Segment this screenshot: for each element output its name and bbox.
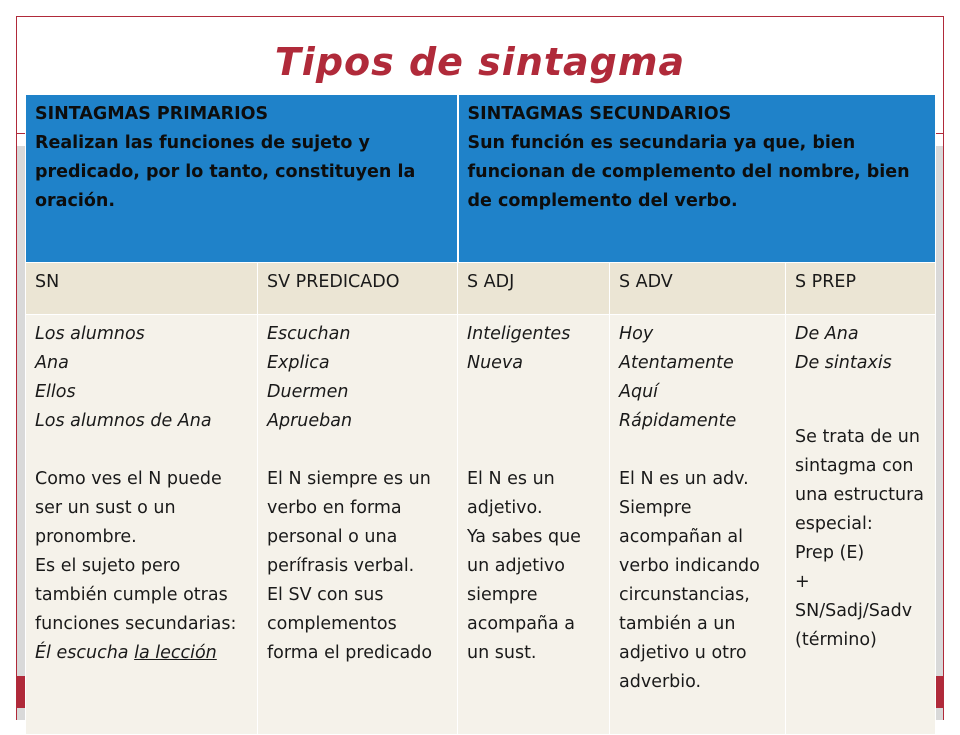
example-item: Ellos: [35, 382, 76, 402]
example-item: Hoy: [619, 324, 654, 344]
column-header: SV PREDICADO: [258, 263, 458, 315]
example-item: Aprueban: [267, 411, 353, 431]
example-item: De Ana: [795, 324, 859, 344]
page-title: Tipos de sintagma: [274, 40, 686, 84]
sadj-notes: El N es un adjetivo. Ya sabes que un adjetivo siempre acompaña a un sust.: [467, 469, 581, 663]
secondary-cell: [458, 95, 936, 263]
header-row: [26, 95, 936, 263]
example-item: Nueva: [467, 353, 524, 373]
example-item: Explica: [267, 353, 330, 373]
sprep-notes: Se trata de un sintagma con una estructura especial: Prep (E) + SN/Sadj/Sadv (término): [795, 427, 924, 650]
example-item: Rápidamente: [619, 411, 737, 431]
primary-cell: [26, 95, 458, 263]
column-header: SN: [26, 263, 258, 315]
sintagma-table: [25, 94, 936, 735]
column-header: S ADV: [610, 263, 786, 315]
secondary-heading: SINTAGMAS SECUNDARIOS: [467, 104, 732, 124]
secondary-text: Sun función es secundaria ya que, bien funcionan de complemento del nombre, bien de complemento del verbo.: [467, 133, 910, 211]
sv-notes: El N siempre es un verbo en forma personal o una perífrasis verbal. El SV con sus complementos forma el predicado: [267, 469, 433, 663]
column-header-row: [26, 263, 936, 315]
sn-notes: Como ves el N puede ser un sust o un pronombre. Es el sujeto pero también cumple otras funciones secundarias:: [35, 469, 237, 634]
example-item: Inteligentes: [467, 324, 571, 344]
example-item: Los alumnos: [35, 324, 145, 344]
left-accent-bar: [17, 676, 25, 708]
example-item: Ana: [35, 353, 69, 373]
column-header: S PREP: [786, 263, 936, 315]
sadv-cell: [610, 315, 786, 735]
sv-cell: [258, 315, 458, 735]
sn-cell: [26, 315, 258, 735]
example-item: De sintaxis: [795, 353, 892, 373]
example-item: Los alumnos de Ana: [35, 411, 212, 431]
sn-example-underlined: la lección: [134, 643, 217, 663]
example-item: Duermen: [267, 382, 349, 402]
column-header: S ADJ: [458, 263, 610, 315]
sadj-cell: [458, 315, 610, 735]
example-item: Aquí: [619, 382, 659, 402]
example-item: Escuchan: [267, 324, 351, 344]
right-accent-bar: [935, 676, 943, 708]
primary-text: Realizan las funciones de sujeto y predicado, por lo tanto, constituyen la oración.: [35, 133, 416, 211]
sprep-cell: [786, 315, 936, 735]
primary-heading: SINTAGMAS PRIMARIOS: [35, 104, 269, 124]
example-item: Atentamente: [619, 353, 734, 373]
content-row: [26, 315, 936, 735]
sn-example-prefix: Él escucha: [35, 643, 135, 663]
sadv-notes: El N es un adv. Siempre acompañan al verbo indicando circunstancias, también a un adjetivo u otro adverbio.: [619, 469, 760, 692]
